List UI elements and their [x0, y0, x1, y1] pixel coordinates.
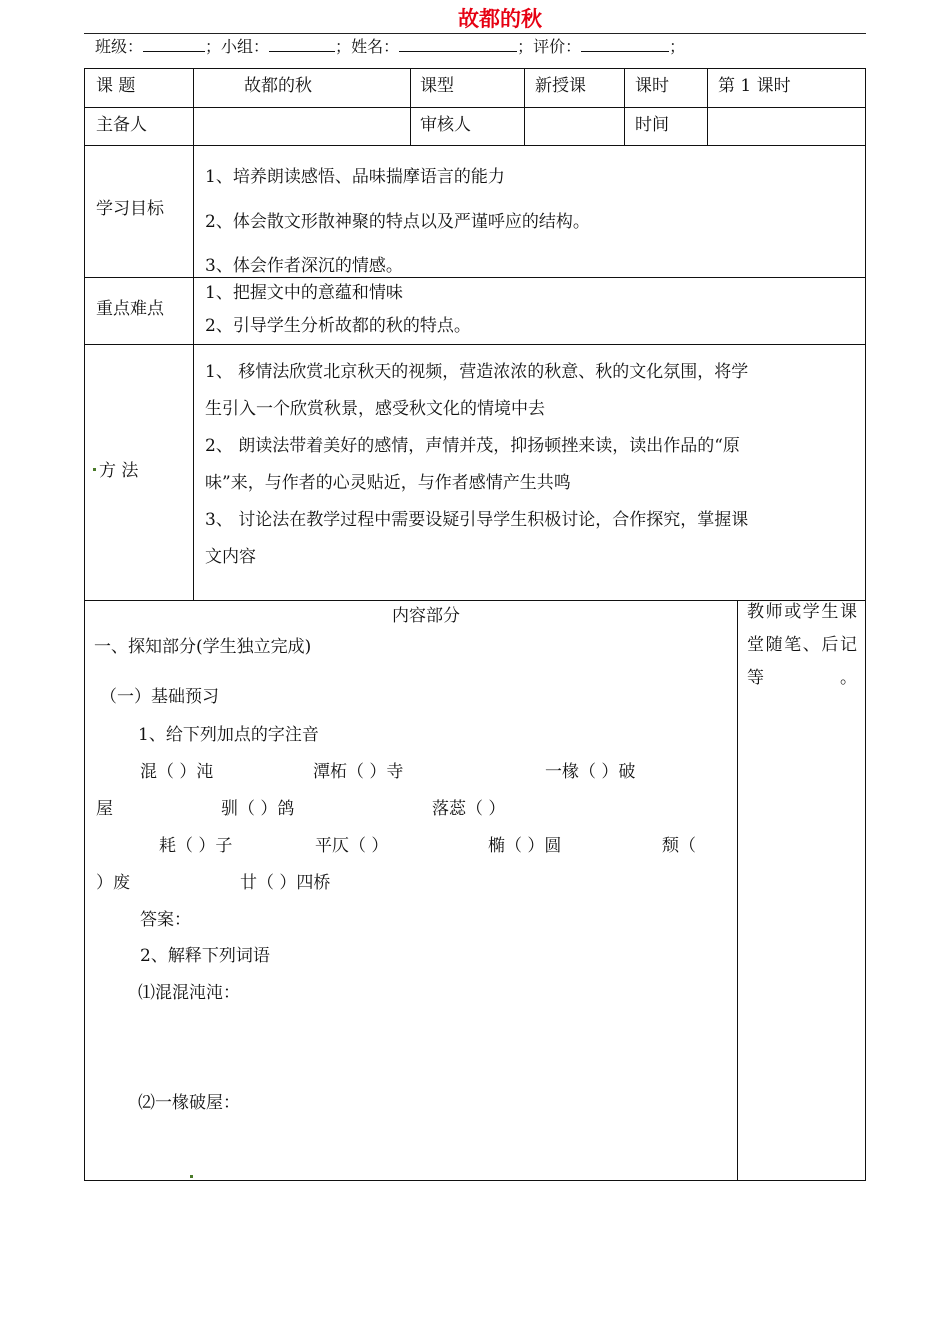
period-label: 课时 [635, 76, 669, 96]
table-border [84, 145, 866, 146]
question-1: 1、给下列加点的字注音 [138, 725, 319, 745]
table-border [84, 1180, 866, 1181]
table-border [524, 68, 525, 146]
pinyin-item: 屋 [96, 799, 113, 819]
pinyin-item: 驯（ ）鸽 [221, 799, 295, 819]
separator: ； [205, 37, 222, 56]
separator: ； [669, 37, 686, 56]
answer-label: 答案： [140, 910, 191, 930]
question-2: 2、解释下列词语 [140, 946, 270, 966]
method-label: 方 法 [99, 461, 139, 481]
pinyin-item: 混（ ）沌 [140, 762, 214, 782]
page-title: 故都的秋 [458, 7, 542, 31]
table-border [410, 68, 411, 146]
period-value: 第 1 课时 [718, 76, 791, 96]
pinyin-item: 耗（ ）子 [159, 836, 233, 856]
pinyin-item: 颓（ [662, 836, 696, 856]
method-line: 文内容 [205, 547, 256, 567]
name-label: 姓名： [351, 37, 400, 56]
separator: ； [335, 37, 352, 56]
pinyin-item: ）废 [96, 873, 130, 893]
key-point-item: 2、引导学生分析故都的秋的特点。 [205, 316, 471, 336]
table-border [624, 68, 625, 146]
term-item: ⑴混混沌沌： [138, 983, 240, 1003]
eval-blank[interactable] [581, 35, 669, 52]
topic-value: 故都的秋 [244, 76, 312, 96]
term-item: ⑵一椽破屋： [138, 1093, 240, 1113]
goals-label: 学习目标 [96, 199, 164, 219]
table-border [865, 68, 866, 1181]
table-border [707, 68, 708, 146]
table-border [84, 277, 866, 278]
pinyin-item: 廿（ ）四桥 [240, 873, 331, 893]
key-points-label: 重点难点 [96, 299, 164, 319]
content-header: 内容部分 [392, 606, 460, 626]
method-line: 生引入一个欣赏秋景，感受秋文化的情境中去 [205, 399, 545, 419]
goal-item: 1、培养朗读感悟、品味揣摩语言的能力 [205, 167, 505, 187]
table-border [84, 68, 85, 1181]
stray-mark [190, 1175, 193, 1178]
table-border [193, 68, 194, 601]
subsection-title: （一）基础预习 [100, 687, 219, 707]
method-line: 1、 移情法欣赏北京秋天的视频，营造浓浓的秋意、秋的文化氛围，将学 [205, 362, 749, 382]
class-label: 班级： [95, 37, 144, 56]
student-info-line [95, 34, 685, 57]
teacher-notes-label: 教师或学生课堂随笔、后记等。 [747, 602, 857, 688]
table-border [84, 344, 866, 345]
time-label: 时间 [635, 115, 669, 135]
type-value: 新授课 [535, 76, 586, 96]
pinyin-item: 平仄（ ） [315, 836, 389, 856]
table-border [737, 600, 738, 1181]
pinyin-item: 一椽（ ）破 [545, 762, 636, 782]
table-border [84, 107, 866, 108]
method-line: 味”来，与作者的心灵贴近，与作者感情产生共鸣 [205, 473, 571, 493]
pinyin-item: 椭（ ）圆 [488, 836, 562, 856]
method-line: 2、 朗读法带着美好的感情，声情并茂，抑扬顿挫来读，读出作品的“原 [205, 436, 740, 456]
preparer-label: 主备人 [96, 115, 147, 135]
method-line: 3、 讨论法在教学过程中需要设疑引导学生积极讨论，合作探究，掌握课 [205, 510, 749, 530]
pinyin-item: 潭柘（ ）寺 [313, 762, 404, 782]
separator: ； [517, 37, 534, 56]
section-title: 一、探知部分(学生独立完成) [94, 637, 312, 657]
eval-label: 评价： [533, 37, 582, 56]
goal-item: 3、体会作者深沉的情感。 [205, 256, 403, 276]
table-border [84, 68, 866, 69]
key-point-item: 1、把握文中的意蕴和情味 [205, 283, 403, 303]
stray-mark [93, 468, 96, 471]
class-blank[interactable] [143, 35, 205, 52]
topic-label: 课 题 [96, 76, 136, 96]
type-label: 课型 [420, 76, 454, 96]
pinyin-item: 落蕊（ ） [432, 799, 506, 819]
name-blank[interactable] [399, 35, 517, 52]
group-blank[interactable] [269, 35, 335, 52]
reviewer-label: 审核人 [420, 115, 471, 135]
goal-item: 2、体会散文形散神聚的特点以及严谨呼应的结构。 [205, 212, 590, 232]
group-label: 小组： [221, 37, 270, 56]
